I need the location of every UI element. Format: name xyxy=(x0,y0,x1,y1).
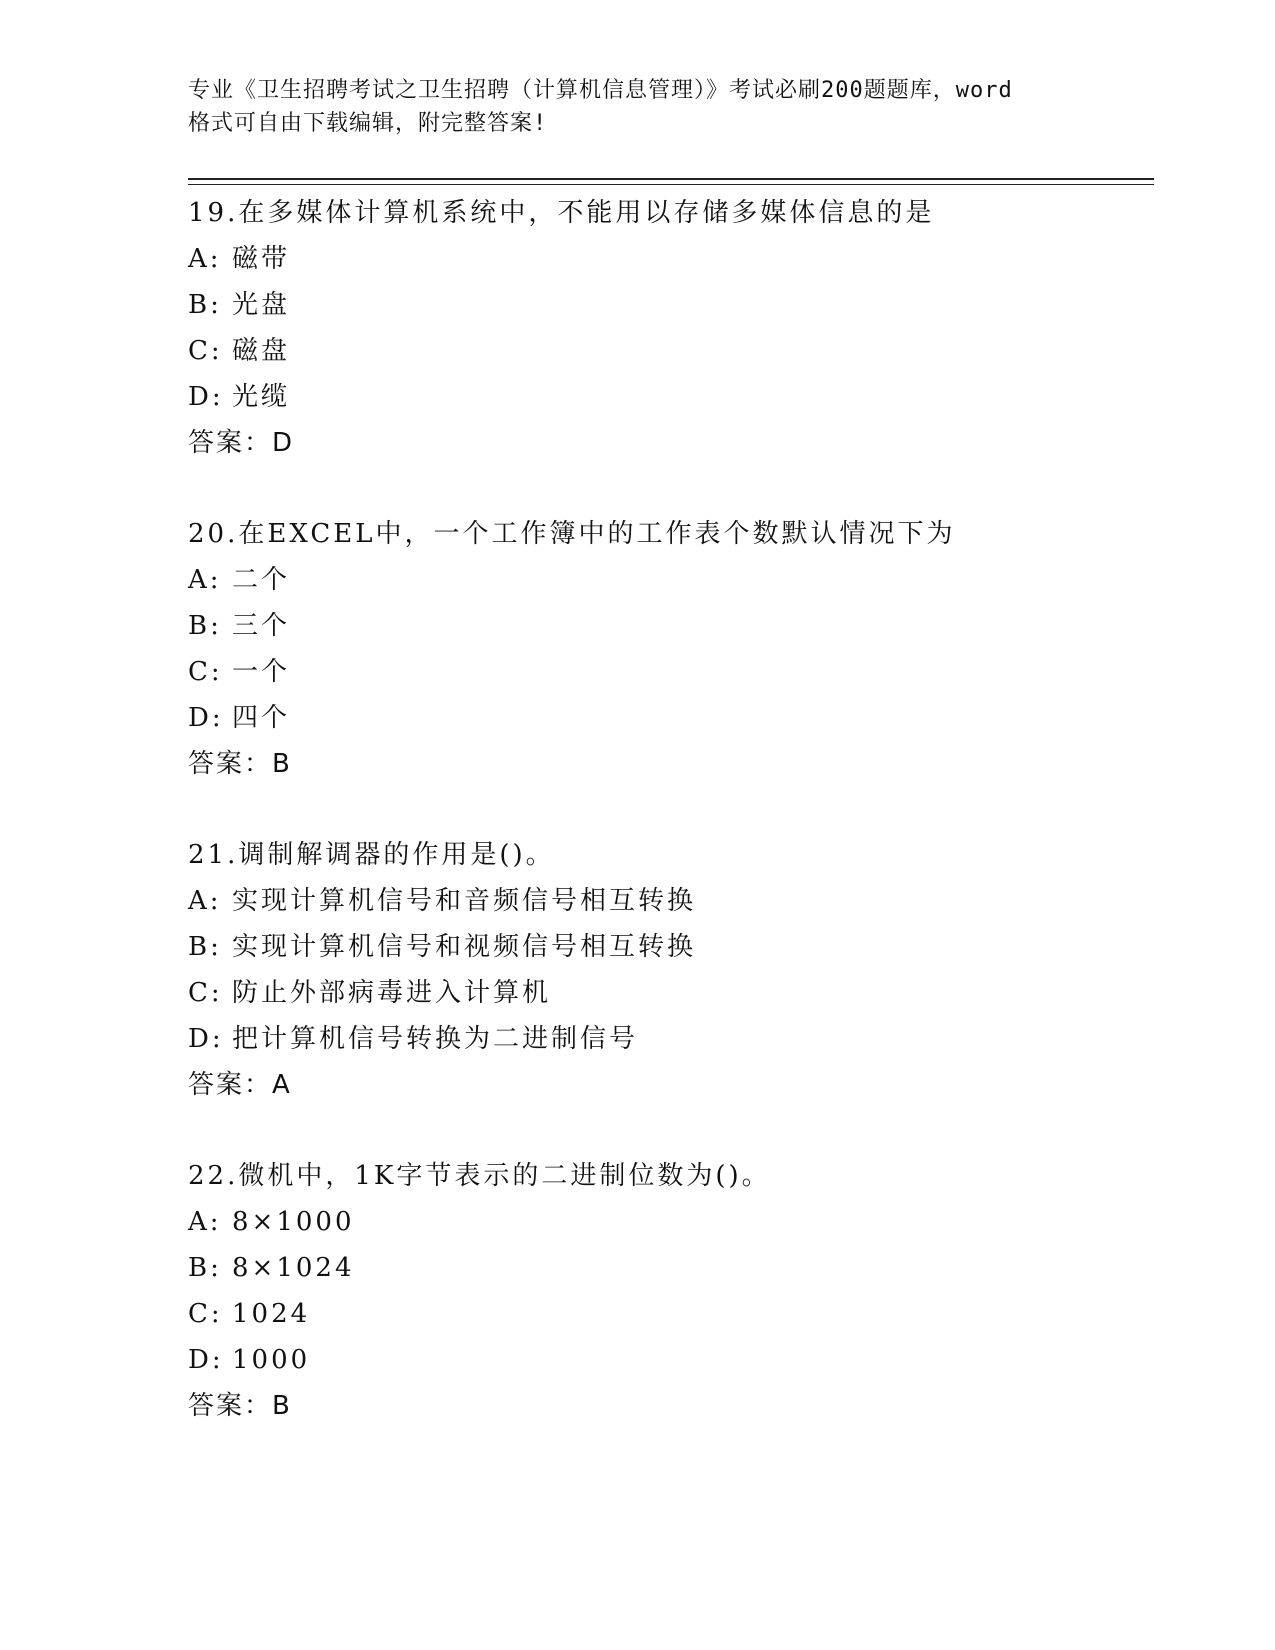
answer-line: 答案：D xyxy=(188,428,295,458)
option-text: 实现计算机信号和视频信号相互转换 xyxy=(232,932,697,962)
option-b xyxy=(188,1245,1148,1291)
question-block xyxy=(188,190,1148,466)
answer-line: 答案：B xyxy=(188,1391,292,1421)
option-c xyxy=(188,649,1148,695)
option-text: 8×1024 xyxy=(232,1253,355,1283)
option-text: 四个 xyxy=(232,703,291,733)
option-letter: B: xyxy=(188,932,222,962)
option-a xyxy=(188,557,1148,603)
option-text: 光盘 xyxy=(232,290,291,320)
option-letter: A: xyxy=(188,565,222,595)
option-letter: C: xyxy=(188,657,223,687)
option-d xyxy=(188,695,1148,741)
header-divider-thin xyxy=(188,184,1154,185)
option-letter: B: xyxy=(188,611,222,641)
question-block xyxy=(188,511,1148,787)
option-letter: D: xyxy=(188,1345,224,1375)
question-stem: 21.调制解调器的作用是()。 xyxy=(188,840,555,870)
question-stem: 20.在EXCEL中，一个工作簿中的工作表个数默认情况下为 xyxy=(188,519,956,549)
header-divider-thick xyxy=(188,178,1154,180)
option-letter: D: xyxy=(188,1024,224,1054)
option-b xyxy=(188,924,1148,970)
option-text: 磁带 xyxy=(232,244,291,274)
option-letter: B: xyxy=(188,1253,222,1283)
option-text: 1000 xyxy=(232,1345,311,1375)
question-block xyxy=(188,1153,1148,1429)
option-text: 防止外部病毒进入计算机 xyxy=(232,978,552,1008)
option-letter: D: xyxy=(188,382,224,412)
option-a xyxy=(188,236,1148,282)
option-text: 一个 xyxy=(232,657,291,687)
option-a xyxy=(188,878,1148,924)
document-header xyxy=(188,74,1088,140)
option-text: 三个 xyxy=(232,611,291,641)
header-line-1: 专业《卫生招聘考试之卫生招聘（计算机信息管理）》考试必刷200题题库，word xyxy=(188,78,1013,103)
option-d xyxy=(188,1337,1148,1383)
option-b xyxy=(188,282,1148,328)
option-text: 磁盘 xyxy=(232,336,291,366)
question-block xyxy=(188,832,1148,1108)
option-c xyxy=(188,1291,1148,1337)
question-stem: 22.微机中，1K字节表示的二进制位数为()。 xyxy=(188,1161,771,1191)
option-text: 把计算机信号转换为二进制信号 xyxy=(232,1024,639,1054)
option-text: 光缆 xyxy=(232,382,291,412)
option-d xyxy=(188,374,1148,420)
option-text: 1024 xyxy=(232,1299,311,1329)
option-letter: D: xyxy=(188,703,224,733)
option-letter: A: xyxy=(188,1207,222,1237)
option-d xyxy=(188,1016,1148,1062)
option-text: 实现计算机信号和音频信号相互转换 xyxy=(232,886,697,916)
option-letter: A: xyxy=(188,244,222,274)
question-stem: 19.在多媒体计算机系统中，不能用以存储多媒体信息的是 xyxy=(188,198,935,228)
option-c xyxy=(188,328,1148,374)
option-a xyxy=(188,1199,1148,1245)
option-letter: C: xyxy=(188,978,223,1008)
option-c xyxy=(188,970,1148,1016)
answer-line: 答案：A xyxy=(188,1070,292,1100)
option-b xyxy=(188,603,1148,649)
header-line-2: 格式可自由下载编辑，附完整答案! xyxy=(188,111,548,136)
option-letter: B: xyxy=(188,290,222,320)
option-text: 二个 xyxy=(232,565,291,595)
answer-line: 答案：B xyxy=(188,749,292,779)
option-letter: A: xyxy=(188,886,222,916)
option-letter: C: xyxy=(188,1299,223,1329)
option-text: 8×1000 xyxy=(232,1207,355,1237)
option-letter: C: xyxy=(188,336,223,366)
